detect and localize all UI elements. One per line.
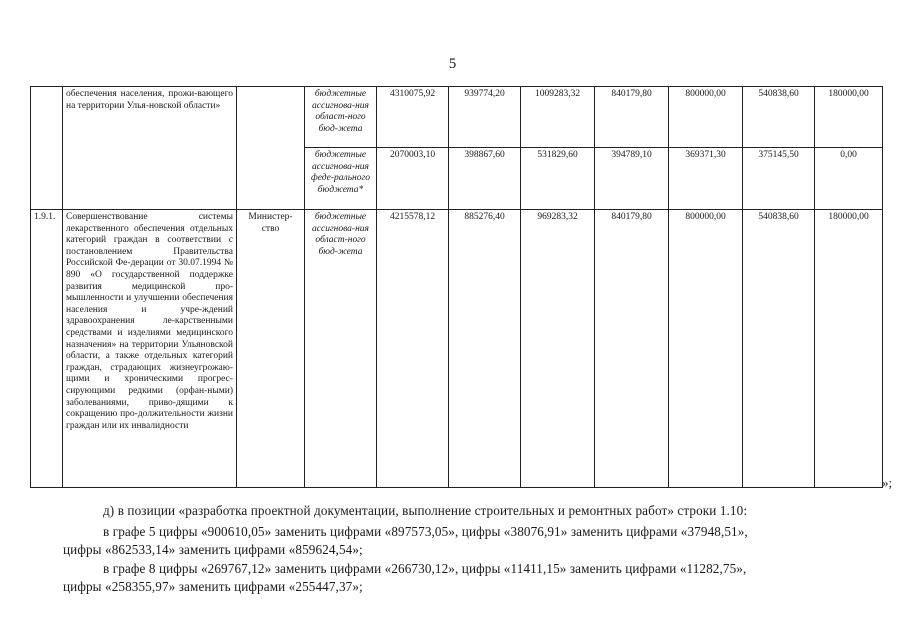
- paragraph-line: д) в позиции «разработка проектной документации, выполнение строительных и ремонтных работ» строки 1.10:: [103, 503, 748, 518]
- table-row: [31, 210, 883, 488]
- value-cell: 0,00: [815, 148, 883, 210]
- value-cell: 180000,00: [815, 210, 883, 488]
- table-end-mark: »;: [882, 475, 893, 490]
- value-cell: 939774,20: [449, 87, 521, 148]
- value-cell: 969283,32: [521, 210, 595, 488]
- budget-table: [30, 86, 883, 488]
- row-description-cell: Совершенствование системы лекарственного обеспечения отдельных категорий граждан в соответствии с постановлением Правительства Российской Фе-дерации от 30.07.1994 № 890 «О государственной поддержке развития медицинской про-мышленности и улучшении обеспечения населения и учре-ждений здравоохранения ле-карственными средствами и изделиями медицинского назначения» на территории Ульяновской области, а также отдельных категорий граждан, страдающих жизнеугрожаю-щими и хроническими прогрес-сирующими редкими (орфан-ными) заболеваниями, приво-дящими к сокращению про-должительности жизни граждан или их инвалидности: [63, 210, 237, 488]
- row-executor-cell: [237, 87, 305, 210]
- table-row: [31, 87, 883, 148]
- value-cell: 540838,60: [743, 87, 815, 148]
- value-cell: 885276,40: [449, 210, 521, 488]
- row-description-cell: обеспечения населения, прожи-вающего на территории Улья-новской области»: [63, 87, 237, 210]
- value-cell: 840179,80: [595, 87, 669, 148]
- row-code-cell: [31, 87, 63, 210]
- value-cell: 4310075,92: [377, 87, 449, 148]
- page-number: 5: [448, 56, 457, 72]
- value-cell: 398867,60: [449, 148, 521, 210]
- value-cell: 369371,30: [669, 148, 743, 210]
- value-cell: 180000,00: [815, 87, 883, 148]
- value-cell: 394789,10: [595, 148, 669, 210]
- value-cell: 4215578,12: [377, 210, 449, 488]
- row-funding-source-cell: бюджетные ассигнова-ния област-ного бюд-жета: [305, 87, 377, 148]
- paragraph-line: в графе 8 цифры «269767,12» заменить цифрами «266730,12», цифры «11411,15» заменить цифрами «11282,75»,: [103, 561, 747, 576]
- paragraph-line: цифры «862533,14» заменить цифрами «859624,54»;: [63, 542, 363, 557]
- value-cell: 531829,60: [521, 148, 595, 210]
- paragraph-line: в графе 5 цифры «900610,05» заменить цифрами «897573,05», цифры «38076,91» заменить цифрами «37948,51»,: [103, 524, 748, 539]
- paragraph-line: цифры «258355,97» заменить цифрами «255447,37»;: [63, 579, 363, 594]
- value-cell: 800000,00: [669, 87, 743, 148]
- row-funding-source-cell: бюджетные ассигнова-ния област-ного бюд-жета: [305, 210, 377, 488]
- row-funding-source-cell: бюджетные ассигнова-ния феде-рального бюджета*: [305, 148, 377, 210]
- value-cell: 540838,60: [743, 210, 815, 488]
- value-cell: 1009283,32: [521, 87, 595, 148]
- value-cell: 375145,50: [743, 148, 815, 210]
- row-code-cell: 1.9.1.: [31, 210, 63, 488]
- row-executor-cell: Министер-ство: [237, 210, 305, 488]
- value-cell: 800000,00: [669, 210, 743, 488]
- value-cell: 2070003,10: [377, 148, 449, 210]
- value-cell: 840179,80: [595, 210, 669, 488]
